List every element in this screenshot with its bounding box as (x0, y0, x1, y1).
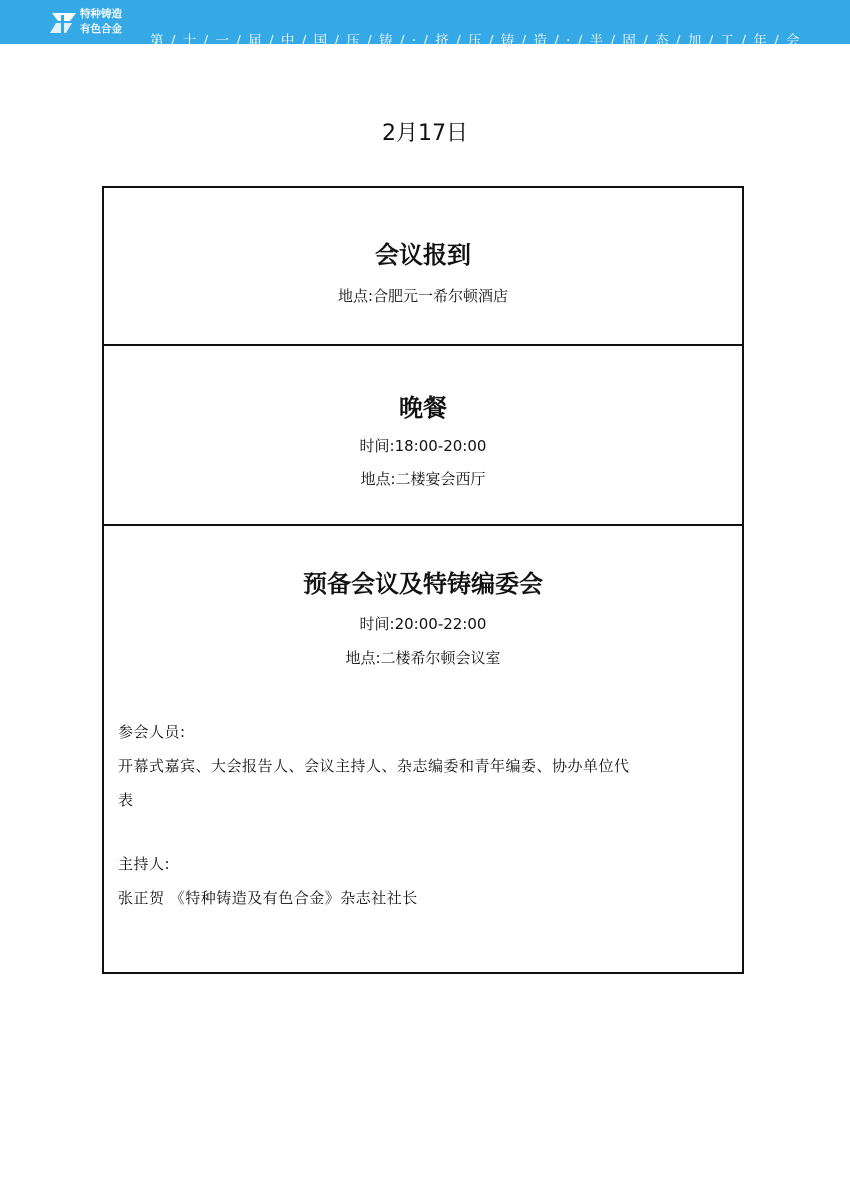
header-banner (0, 0, 850, 49)
conference-title-char: · (566, 33, 571, 49)
conference-title-char: 届 (248, 33, 262, 49)
section-location: 地点:二楼希尔顿会议室 (345, 649, 501, 667)
conference-title-char: 十 (182, 33, 197, 49)
conference-title-char: 压 (346, 33, 360, 49)
section-time: 时间:20:00-22:00 (359, 615, 487, 633)
conference-title-char: 压 (467, 33, 482, 49)
conference-title-char: 加 (687, 33, 702, 49)
conference-title-separator: / (399, 33, 405, 49)
conference-title-separator: / (741, 33, 746, 49)
logo-text-line-2: 有色合金 (80, 23, 122, 35)
conference-title-char: 态 (655, 33, 669, 49)
conference-title-char: 工 (720, 33, 735, 49)
conference-title-separator: / (774, 33, 779, 49)
schedule-table (102, 186, 744, 974)
conference-title-separator: / (236, 33, 241, 49)
journal-logo-icon (50, 9, 78, 37)
conference-title-char: 铸 (500, 33, 515, 49)
logo-text-line-1: 特种铸造 (80, 8, 122, 20)
section-title: 晚餐 (399, 393, 447, 422)
conference-title-char: 固 (622, 33, 636, 49)
section-title: 会议报到 (375, 240, 471, 269)
conference-title-separator: / (268, 33, 274, 49)
conference-title-char: 铸 (379, 33, 393, 49)
conference-title-separator: / (577, 33, 583, 49)
conference-title-char: 造 (533, 33, 547, 49)
conference-title-separator: / (708, 33, 714, 49)
conference-title-separator: / (521, 33, 527, 49)
attendees-list-continued: 表 (118, 791, 134, 809)
conference-title-char: 年 (753, 33, 767, 49)
section-time: 时间:18:00-20:00 (359, 437, 487, 455)
conference-title-separator: / (610, 33, 616, 49)
conference-title-char: · (411, 33, 417, 49)
section-location: 地点:二楼宴会西厅 (360, 470, 486, 488)
attendees-label: 参会人员: (118, 723, 186, 741)
schedule-section-preparatory-meeting (104, 526, 742, 972)
conference-title-char: 中 (280, 33, 295, 49)
conference-title-separator: / (456, 33, 461, 49)
section-location: 地点:合肥元一希尔顿酒店 (337, 287, 509, 305)
conference-title-separator: / (301, 33, 307, 49)
conference-title-separator: / (334, 33, 339, 49)
schedule-section-dinner (104, 346, 742, 526)
conference-title-separator: / (423, 33, 428, 49)
conference-title-char: 一 (215, 33, 229, 49)
host-name: 张正贺 《特种铸造及有色合金》杂志社社长 (118, 889, 418, 907)
conference-title-char: 会 (785, 33, 800, 49)
conference-title-separator: / (554, 33, 559, 49)
conference-title (150, 33, 800, 49)
conference-title-char: 挤 (435, 33, 449, 49)
attendees-list: 开幕式嘉宾、大会报告人、会议主持人、杂志编委和青年编委、协办单位代 (118, 757, 630, 775)
conference-title-separator: / (203, 33, 209, 49)
conference-title-separator: / (488, 33, 494, 49)
conference-title-separator: / (367, 33, 372, 49)
conference-title-char: 国 (313, 33, 328, 49)
conference-title-separator: / (643, 33, 648, 49)
host-label: 主持人: (118, 855, 171, 873)
page-date: 2月17日 (382, 121, 468, 146)
journal-logo (50, 3, 136, 41)
conference-title-char: 半 (589, 33, 604, 49)
conference-title-separator: / (675, 33, 681, 49)
section-title: 预备会议及特铸编委会 (303, 569, 543, 598)
conference-title-char: 第 (150, 33, 164, 49)
conference-title-separator: / (170, 33, 176, 49)
schedule-section-registration (104, 188, 742, 346)
